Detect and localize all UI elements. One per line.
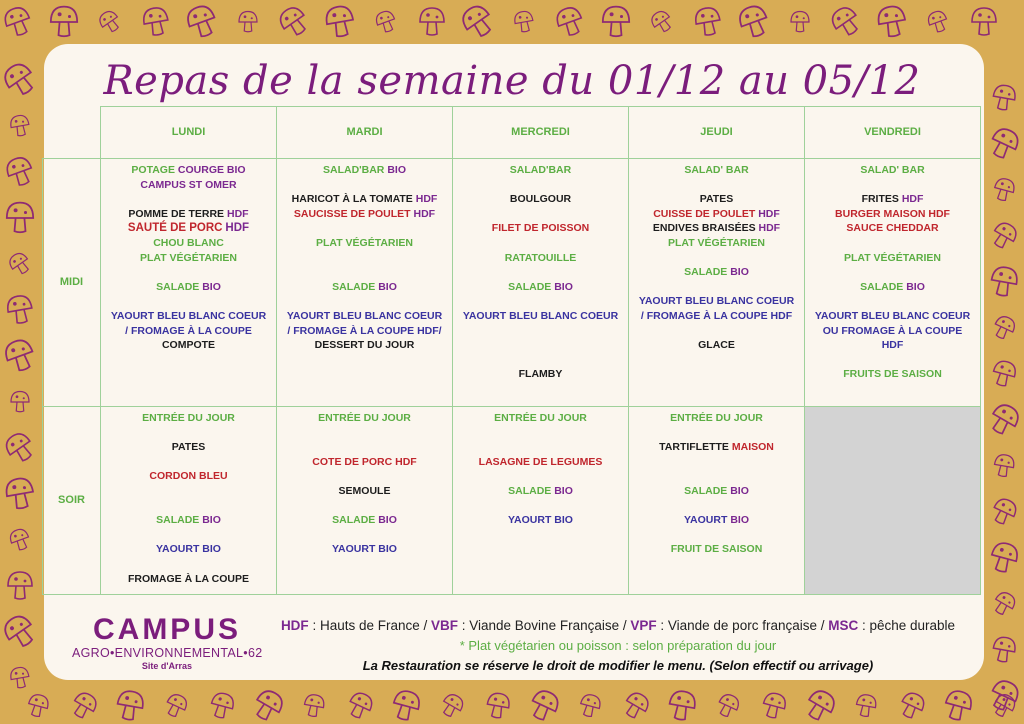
menu-line: [101, 440, 276, 455]
menu-line: [277, 324, 452, 339]
menu-line: [101, 178, 276, 193]
mushroom-icon: [163, 692, 190, 720]
menu-line: [277, 251, 452, 266]
menu-item-text: PLAT VÉGÉTARIEN: [139, 251, 238, 264]
mushroom-icon: [990, 590, 1017, 618]
menu-line: [629, 251, 804, 266]
menu-line: [101, 163, 276, 178]
menu-line: [629, 542, 804, 557]
menu-line: [629, 324, 804, 339]
menu-line: [101, 251, 276, 266]
menu-item-text: POTAGE: [131, 164, 175, 176]
mushroom-icon: [8, 527, 32, 552]
menu-line: [629, 265, 804, 280]
menu-item-text: HARICOT À LA TOMATE: [291, 193, 413, 206]
mushroom-icon: [11, 392, 29, 412]
menu-item-text: SALADE: [860, 280, 904, 293]
mushroom-icon: [876, 5, 907, 39]
menu-item-text: FILET DE POISSON: [491, 222, 590, 235]
menu-item-text: FRITES: [861, 193, 899, 206]
menu-item-text: LASAGNE DE LEGUMES: [478, 455, 603, 468]
menu-line: [805, 221, 980, 236]
menu-item-text: BIO: [202, 280, 221, 293]
menu-line: [277, 236, 452, 251]
mushroom-icon: [942, 689, 974, 723]
menu-item-text: YAOURT BIO: [156, 543, 221, 556]
mushroom-icon: [458, 2, 497, 41]
mushroom-icon: [239, 12, 257, 32]
menu-item-text: HDF: [758, 207, 780, 220]
menu-item-text: PATES: [699, 193, 734, 206]
menu-item-text: POMME DE TERRE: [128, 207, 225, 220]
menu-line: [629, 280, 804, 295]
menu-cell-soir-mercredi: [453, 407, 629, 595]
menu-item-text: COURGE BIO: [177, 164, 246, 176]
legend-key: VPF: [630, 618, 657, 633]
menu-line: [277, 469, 452, 484]
menu-line: [101, 207, 276, 222]
menu-item-text: BIO: [387, 164, 406, 176]
mushroom-icon: [987, 125, 1022, 161]
menu-item-text: COTE DE PORC HDF: [312, 455, 417, 468]
menu-item-text: YAOURT: [684, 514, 728, 527]
menu-line: [101, 192, 276, 207]
menu-item-text: BIO: [202, 514, 221, 527]
menu-item-text: CORDON BLEU: [149, 470, 228, 483]
menu-line: [101, 338, 276, 353]
menu-line: [277, 338, 452, 353]
menu-line: [453, 178, 628, 193]
row-header-midi: MIDI: [43, 159, 101, 407]
menu-item-text: SALADE: [684, 266, 728, 279]
menu-line: [805, 192, 980, 207]
mushroom-icon: [4, 477, 35, 511]
mushroom-icon: [115, 689, 145, 721]
mushroom-icon: [578, 693, 602, 719]
mushroom-icon: [2, 337, 37, 374]
mushroom-icon: [986, 401, 1022, 438]
menu-line: [629, 528, 804, 543]
mushroom-icon: [7, 203, 33, 233]
menu-line: [453, 499, 628, 514]
menu-line: [805, 207, 980, 222]
menu-line: [277, 411, 452, 426]
menu-item-text: BIO: [906, 280, 925, 293]
menu-line: [453, 484, 628, 499]
mushroom-icon: [250, 687, 286, 724]
menu-line: [101, 572, 276, 587]
mushroom-icon: [761, 691, 788, 720]
menu-item-text: CUISSE DE POULET: [653, 207, 756, 220]
mushroom-icon: [988, 541, 1020, 575]
vegetarian-note: * Plat végétarien ou poisson : selon préparation du jour: [459, 638, 777, 653]
menu-line: [805, 178, 980, 193]
mushroom-icon: [987, 677, 1022, 713]
mushroom-icon: [989, 265, 1019, 297]
menu-line: [805, 163, 980, 178]
menu-line: [629, 411, 804, 426]
menu-item-text: FLAMBY: [518, 368, 563, 381]
menu-cell-soir-mardi: [277, 407, 453, 595]
menu-item-text: CHOU BLANC: [153, 236, 224, 249]
menu-line: [277, 178, 452, 193]
mushroom-icon: [438, 692, 465, 720]
mushroom-icon: [51, 7, 77, 37]
menu-line: [629, 221, 804, 236]
menu-cell-midi-vendredi: [805, 159, 981, 407]
menu-line: [453, 324, 628, 339]
menu-cell-soir-lundi: [101, 407, 277, 595]
page-title: Repas de la semaine du 01/12 au 05/12: [103, 58, 921, 104]
menu-line: [101, 484, 276, 499]
menu-line: [805, 280, 980, 295]
menu-line: [101, 426, 276, 441]
menu-item-text: SALAD' BAR: [684, 164, 749, 176]
day-header-lundi: LUNDI: [101, 107, 277, 159]
menu-line: [453, 440, 628, 455]
mushroom-icon: [649, 8, 675, 35]
menu-line: [805, 338, 980, 353]
mushroom-icon: [420, 8, 444, 35]
menu-item-text: YAOURT BLEU BLANC COEUR: [462, 309, 619, 322]
legend-desc: : Viande de porc française /: [656, 618, 829, 633]
menu-item-text: ENTRÉE DU JOUR: [142, 412, 235, 424]
menu-item-text: FRUITS DE SAISON: [843, 368, 942, 381]
menu-line: [805, 309, 980, 324]
table-corner: [43, 107, 101, 159]
mushroom-icon: [0, 612, 39, 651]
menu-line: [453, 367, 628, 382]
menu-line: [277, 192, 452, 207]
menu-line: [453, 280, 628, 295]
menu-line: [629, 455, 804, 470]
mushroom-icon: [527, 687, 562, 723]
mushroom-icon: [897, 690, 927, 721]
menu-line: [101, 265, 276, 280]
menu-line: [101, 557, 276, 572]
menu-item-text: RATATOUILLE: [504, 251, 577, 264]
mushroom-icon: [7, 250, 33, 277]
menu-line: [277, 484, 452, 499]
mushroom-icon: [715, 692, 742, 720]
mushroom-icon: [513, 10, 534, 33]
menu-item-text: CAMPUS ST OMER: [140, 178, 237, 191]
mushroom-icon: [4, 155, 36, 189]
menu-item-text: ENTRÉE DU JOUR: [670, 412, 763, 424]
menu-cell-midi-jeudi: [629, 159, 805, 407]
menu-item-text: HDF: [227, 207, 249, 220]
mushroom-icon: [2, 430, 37, 466]
menu-item-text: SALADE: [332, 280, 376, 293]
mushroom-icon: [9, 666, 30, 689]
menu-line: [277, 440, 452, 455]
legend-key: HDF: [280, 618, 309, 633]
menu-line: [277, 280, 452, 295]
mushroom-icon: [554, 5, 586, 39]
menu-line: [629, 440, 804, 455]
menu-line: [277, 207, 452, 222]
menu-item-text: MAISON: [731, 441, 774, 454]
disclaimer: La Restauration se réserve le droit de modifier le menu. (Selon effectif ou arrivage): [362, 658, 874, 673]
legend-desc: : Viande Bovine Française /: [458, 618, 631, 633]
mushroom-icon: [802, 687, 838, 724]
menu-item-text: SALADE: [156, 514, 200, 527]
menu-line: [805, 251, 980, 266]
menu-item-text: BOULGOUR: [509, 193, 572, 206]
mushroom-icon: [991, 636, 1016, 664]
menu-line: [629, 236, 804, 251]
menu-table: [42, 106, 981, 595]
menu-line: [101, 280, 276, 295]
menu-item-text: FRUIT DE SAISON: [670, 543, 763, 556]
menu-line: [277, 265, 452, 280]
menu-line: [101, 455, 276, 470]
menu-item-text: COMPOTE: [161, 339, 216, 352]
menu-cell-midi-mardi: [277, 159, 453, 407]
mushroom-icon: [972, 8, 996, 35]
logo-sub-text: AGRO•ENVIRONNEMENTAL•62: [72, 646, 263, 660]
mushroom-icon: [989, 496, 1019, 527]
menu-line: [101, 411, 276, 426]
menu-item-text: SALADE: [508, 484, 552, 497]
mushroom-icon: [8, 572, 32, 599]
menu-line: [805, 236, 980, 251]
logo-main-text: CAMPUS: [92, 613, 241, 646]
mushroom-icon: [828, 4, 863, 40]
mushroom-icon: [989, 220, 1020, 252]
menu-line: [453, 251, 628, 266]
menu-item-text: PLAT VÉGÉTARIEN: [667, 236, 766, 249]
menu-line: [453, 192, 628, 207]
menu-line: [453, 426, 628, 441]
day-header-mercredi: MERCREDI: [453, 107, 629, 159]
menu-line: [277, 499, 452, 514]
menu-line: [629, 207, 804, 222]
menu-cell-midi-lundi: [101, 159, 277, 407]
menu-line: [101, 324, 276, 339]
menu-line: [453, 163, 628, 178]
legend-desc: : pêche durable: [858, 618, 956, 633]
menu-line: [101, 221, 276, 236]
mushroom-icon: [142, 6, 170, 37]
legend-key: MSC: [828, 618, 859, 633]
menu-line: [453, 469, 628, 484]
menu-item-text: OU FROMAGE À LA COUPE: [822, 324, 963, 337]
menu-line: [101, 513, 276, 528]
menu-item-text: BIO: [730, 484, 749, 497]
mushroom-icon: [603, 7, 629, 37]
menu-line: [629, 499, 804, 514]
menu-item-text: BIO: [730, 514, 749, 527]
logo-site-text: Site d'Arras: [141, 661, 193, 671]
menu-line: [453, 294, 628, 309]
row-header-soir: SOIR: [43, 407, 101, 595]
day-header-jeudi: JEUDI: [629, 107, 805, 159]
menu-line: [629, 192, 804, 207]
menu-item-text: SAUTÉ DE PORC: [127, 222, 223, 235]
legend-desc: : Hauts de France /: [308, 618, 431, 633]
menu-item-text: YAOURT BLEU BLANC COEUR: [814, 309, 971, 322]
menu-line: [277, 163, 452, 178]
mushroom-icon: [991, 359, 1018, 388]
mushroom-icon: [184, 3, 219, 40]
menu-line: [453, 236, 628, 251]
menu-line: [805, 265, 980, 280]
menu-cell-soir-vendredi: [805, 407, 981, 595]
mushroom-icon: [26, 693, 50, 719]
mushroom-icon: [667, 689, 697, 721]
menu-line: [277, 426, 452, 441]
menu-item-text: ENTRÉE DU JOUR: [494, 412, 587, 424]
mushroom-icon: [993, 453, 1016, 478]
mushroom-icon: [485, 692, 510, 720]
menu-item-text: PATES: [171, 441, 206, 454]
mushroom-icon: [855, 693, 878, 718]
menu-item-text: HDF: [415, 193, 438, 206]
menu-item-text: SALADE: [156, 280, 200, 293]
menu-line: [101, 236, 276, 251]
mushroom-icon: [345, 690, 375, 721]
menu-line: [629, 426, 804, 441]
menu-item-text: PLAT VÉGÉTARIEN: [843, 251, 942, 264]
menu-line: [277, 513, 452, 528]
mushroom-icon: [9, 114, 30, 137]
menu-line: [101, 528, 276, 543]
menu-item-text: YAOURT BLEU BLANC COEUR: [286, 309, 443, 322]
menu-item-text: BIO: [554, 280, 573, 293]
menu-item-text: PLAT VÉGÉTARIEN: [315, 236, 414, 249]
mushroom-icon: [209, 691, 236, 720]
menu-line: [629, 309, 804, 324]
menu-line: [453, 207, 628, 222]
menu-line: [453, 513, 628, 528]
day-header-vendredi: VENDREDI: [805, 107, 981, 159]
menu-item-text: SEMOULE: [338, 484, 391, 497]
menu-line: [277, 542, 452, 557]
menu-item-text: HDF: [901, 193, 924, 206]
menu-line: [453, 411, 628, 426]
mushroom-icon: [97, 8, 123, 35]
menu-line: [453, 265, 628, 280]
mushroom-icon: [694, 6, 722, 37]
menu-item-text: DESSERT DU JOUR: [314, 339, 415, 352]
mushroom-icon: [324, 5, 355, 39]
menu-line: [277, 309, 452, 324]
menu-line: [805, 324, 980, 339]
menu-item-text: FROMAGE À LA COUPE: [128, 572, 249, 585]
menu-line: [805, 367, 980, 382]
menu-item-text: SAUCE CHEDDAR: [846, 222, 939, 235]
legend-key: VBF: [431, 618, 458, 633]
menu-item-text: HDF: [225, 222, 250, 235]
campus-logo: [72, 614, 262, 672]
menu-line: [453, 455, 628, 470]
mushroom-icon: [374, 9, 398, 34]
mushroom-icon: [991, 314, 1018, 342]
menu-item-text: / FROMAGE À LA COUPE: [125, 324, 252, 337]
menu-item-text: BIO: [378, 280, 397, 293]
menu-line: [629, 294, 804, 309]
menu-line: [453, 338, 628, 353]
menu-item-text: SAUCISSE DE POULET: [293, 207, 411, 220]
menu-item-text: SALADE: [508, 280, 552, 293]
menu-line: [629, 163, 804, 178]
legend: [258, 618, 978, 633]
menu-item-text: ENTRÉE DU JOUR: [318, 412, 411, 424]
menu-line: [629, 469, 804, 484]
menu-item-text: YAOURT BIO: [508, 514, 573, 527]
menu-item-text: YAOURT BIO: [332, 543, 397, 556]
menu-item-text: SALAD'BAR: [509, 164, 572, 176]
menu-item-text: / FROMAGE À LA COUPE HDF: [640, 309, 793, 322]
menu-item-text: BIO: [378, 514, 397, 527]
menu-item-text: SALADE: [684, 484, 728, 497]
menu-line: [277, 455, 452, 470]
mushroom-icon: [276, 4, 311, 40]
menu-line: [453, 221, 628, 236]
mushroom-icon: [791, 12, 809, 32]
menu-line: [101, 309, 276, 324]
menu-item-text: BIO: [554, 484, 573, 497]
menu-line: [453, 309, 628, 324]
mushroom-icon: [992, 177, 1016, 203]
mushroom-icon: [621, 690, 652, 722]
mushroom-icon: [69, 690, 100, 722]
menu-item-text: YAOURT BLEU BLANC COEUR: [110, 309, 267, 322]
menu-line: [629, 338, 804, 353]
menu-cell-midi-mercredi: [453, 159, 629, 407]
menu-line: [277, 294, 452, 309]
mushroom-icon: [2, 5, 34, 39]
menu-item-text: SALAD' BAR: [860, 164, 925, 176]
mushroom-icon: [303, 693, 326, 718]
mushroom-icon: [926, 9, 950, 34]
menu-item-text: ENDIVES BRAISÉES: [652, 222, 756, 235]
menu-line: [453, 353, 628, 368]
menu-item-text: SALADE: [332, 514, 376, 527]
menu-item-text: / FROMAGE À LA COUPE HDF/: [287, 324, 442, 337]
menu-item-text: HDF: [413, 207, 436, 220]
menu-item-text: BIO: [730, 266, 749, 279]
menu-item-text: HDF: [881, 339, 904, 352]
menu-line: [805, 353, 980, 368]
menu-line: [629, 178, 804, 193]
mushroom-icon: [390, 689, 422, 723]
menu-cell-soir-jeudi: [629, 407, 805, 595]
menu-item-text: HDF: [758, 222, 781, 235]
menu-line: [101, 294, 276, 309]
menu-item-text: GLACE: [698, 339, 735, 352]
day-header-mardi: MARDI: [277, 107, 453, 159]
menu-line: [101, 542, 276, 557]
menu-item-text: YAOURT BLEU BLANC COEUR: [638, 295, 795, 308]
mushroom-icon: [6, 294, 34, 325]
menu-item-text: BURGER MAISON HDF: [835, 207, 950, 220]
menu-line: [629, 484, 804, 499]
menu-line: [277, 221, 452, 236]
menu-line: [277, 528, 452, 543]
menu-line: [629, 513, 804, 528]
menu-item-text: SALAD'BAR: [322, 164, 385, 176]
menu-line: [805, 294, 980, 309]
mushroom-icon: [736, 3, 771, 40]
menu-line: [101, 469, 276, 484]
menu-item-text: TARTIFLETTE: [659, 441, 729, 454]
menu-line: [101, 499, 276, 514]
